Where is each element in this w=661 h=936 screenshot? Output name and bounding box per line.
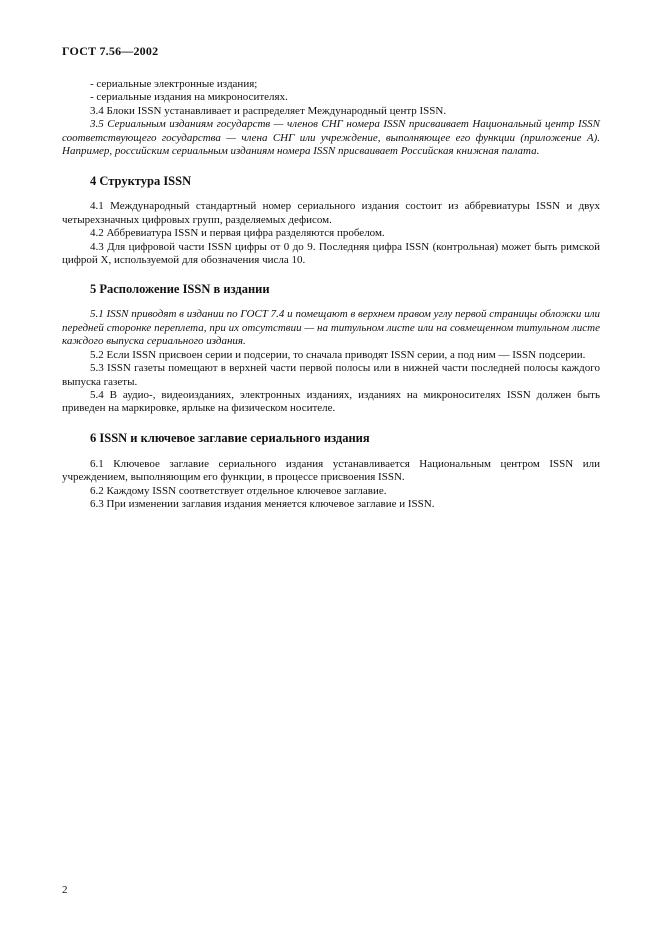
section-5-title: 5 Расположение ISSN в издании	[90, 282, 270, 297]
list-item: - сериальные электронные издания;	[90, 78, 258, 90]
document-header: ГОСТ 7.56—2002	[62, 44, 159, 58]
section-6-title: 6 ISSN и ключевое заглавие сериального издания	[90, 430, 370, 445]
section-4-title: 4 Структура ISSN	[90, 174, 192, 189]
paragraph-4-1: 4.1 Международный стандартный номер сериального издания состоит из аббревиатуры ISSN и двух четырехзначных цифровых групп, разделяемых дефисом.	[62, 200, 600, 226]
paragraph-3-4: 3.4 Блоки ISSN устанавливает и распределяет Международный центр ISSN.	[90, 104, 447, 117]
paragraph-4-3: 4.3 Для цифровой части ISSN цифры от 0 до 9. Последняя цифра ISSN (контрольная) может быть римской цифрой X, используемой для обозначения числа 10.	[62, 240, 600, 267]
page-number: 2	[62, 884, 68, 896]
paragraph-5-2: 5.2 Если ISSN присвоен серии и подсерии, то сначала приводят ISSN серии, а под ним — ISSN подсерии.	[90, 348, 586, 361]
paragraph-3-5: 3.5 Сериальным изданиям государств — членов СНГ номера ISSN присваивает Национальный центр ISSN соответствующего государства — члена СНГ или учреждение, выполняющее его функции (приложение А). Например, российским сериальным изданиям номера ISSN присваивает Российская книжная палата.	[62, 118, 600, 158]
paragraph-4-2: 4.2 Аббревиатура ISSN и первая цифра разделяются пробелом.	[90, 227, 385, 240]
list-item: - сериальные издания на микроносителях.	[90, 91, 288, 104]
paragraph-5-3: 5.3 ISSN газеты помещают в верхней части первой полосы или в нижней части последней полосы каждого выпуска газеты.	[62, 362, 600, 388]
paragraph-6-1: 6.1 Ключевое заглавие сериального издания устанавливается Национальным центром ISSN или учреждением, выполняющим его функции, в процессе присвоения ISSN.	[62, 457, 600, 484]
paragraph-6-3: 6.3 При изменении заглавия издания меняется ключевое заглавие и ISSN.	[90, 497, 435, 510]
paragraph-6-2: 6.2 Каждому ISSN соответствует отдельное ключевое заглавие.	[90, 484, 387, 497]
paragraph-5-1: 5.1 ISSN приводят в издании по ГОСТ 7.4 и помещают в верхнем правом углу первой страницы обложки или передней сторонке переплета, при их отсутствии — на титульном листе или на совмещенном титульном листе каждого выпуска сериального издания.	[62, 308, 600, 348]
paragraph-5-4: 5.4 В аудио-, видеоизданиях, электронных изданиях, изданиях на микроносителях ISSN должен быть приведен на маркировке, ярлыке на физическом носителе.	[62, 388, 600, 415]
document-body	[62, 78, 600, 511]
